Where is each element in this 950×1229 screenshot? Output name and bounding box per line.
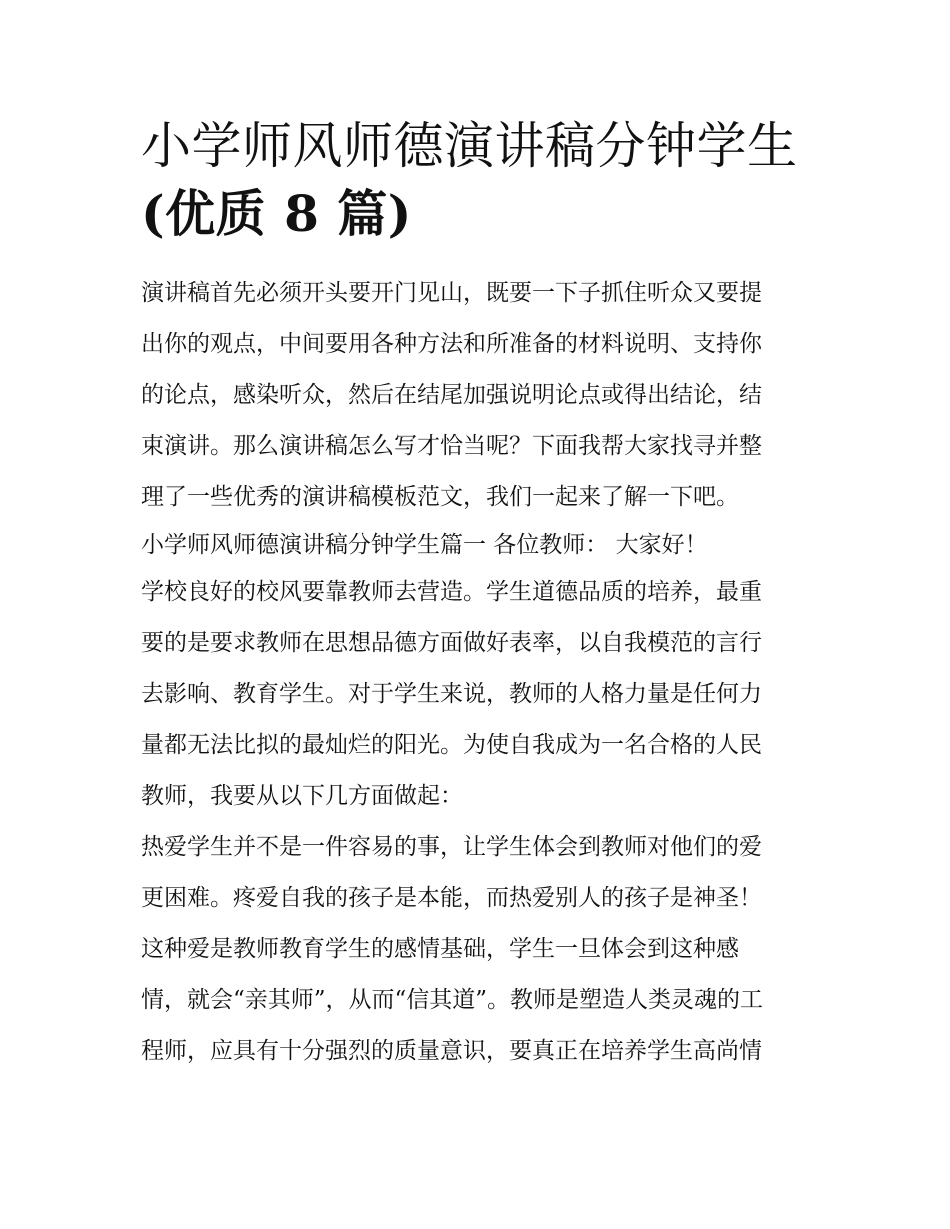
text-line: 程师，应具有十分强烈的质量意识，要真正在培养学生高尚情 bbox=[141, 1038, 762, 1064]
text-line: 这种爱是教师教育学生的感情基础，学生一旦体会到这种感 bbox=[141, 936, 739, 962]
paragraph-school-spirit bbox=[141, 567, 821, 822]
paragraph-intro bbox=[141, 268, 821, 523]
title-close: 篇) bbox=[319, 184, 412, 243]
text-line: 热爱学生并不是一件容易的事，让学生体会到教师对他们的爱 bbox=[141, 834, 762, 860]
text-line: 更困难。疼爱自我的孩子是本能，而热爱别人的孩子是神圣！ bbox=[141, 885, 762, 911]
title-line-1: 小学师风师德演讲稿分钟学生 bbox=[141, 117, 798, 175]
text-line: 去影响、教育学生。对于学生来说，教师的人格力量是任何力 bbox=[141, 681, 762, 707]
text-line: 量都无法比拟的最灿烂的阳光。为使自我成为一名合格的人民 bbox=[141, 732, 762, 758]
title-open: (优质 bbox=[141, 184, 285, 243]
document-title bbox=[141, 112, 821, 248]
text-line: 出你的观点，中间要用各种方法和所准备的材料说明、支持你 bbox=[141, 331, 762, 357]
text-line: 要的是要求教师在思想品德方面做好表率，以自我模范的言行 bbox=[141, 630, 762, 656]
text-line: 情，就会“亲其师”，从而“信其道”。教师是塑造人类灵魂的工 bbox=[141, 987, 764, 1013]
text-line: 学校良好的校风要靠教师去营造。学生道德品质的培养，最重 bbox=[141, 579, 762, 605]
text-line: 的论点，感染听众，然后在结尾加强说明论点或得出结论，结 bbox=[141, 382, 762, 408]
text-line: 演讲稿首先必须开头要开门见山，既要一下子抓住听众又要提 bbox=[141, 280, 762, 306]
text-line: 束演讲。那么演讲稿怎么写才恰当呢？下面我帮大家找寻并整 bbox=[141, 433, 762, 459]
text-line: 小学师风师德演讲稿分钟学生篇一 各位教师： 大家好！ bbox=[141, 532, 708, 558]
text-line: 教师，我要从以下几方面做起： bbox=[141, 783, 463, 809]
document-body bbox=[141, 268, 821, 1077]
title-line-2 bbox=[141, 180, 821, 248]
paragraph-greeting bbox=[141, 523, 821, 567]
title-number: 8 bbox=[284, 184, 320, 243]
paragraph-love-students bbox=[141, 822, 821, 1077]
document-content bbox=[141, 112, 821, 1077]
text-line: 理了一些优秀的演讲稿模板范文，我们一起来了解一下吧。 bbox=[141, 484, 739, 510]
